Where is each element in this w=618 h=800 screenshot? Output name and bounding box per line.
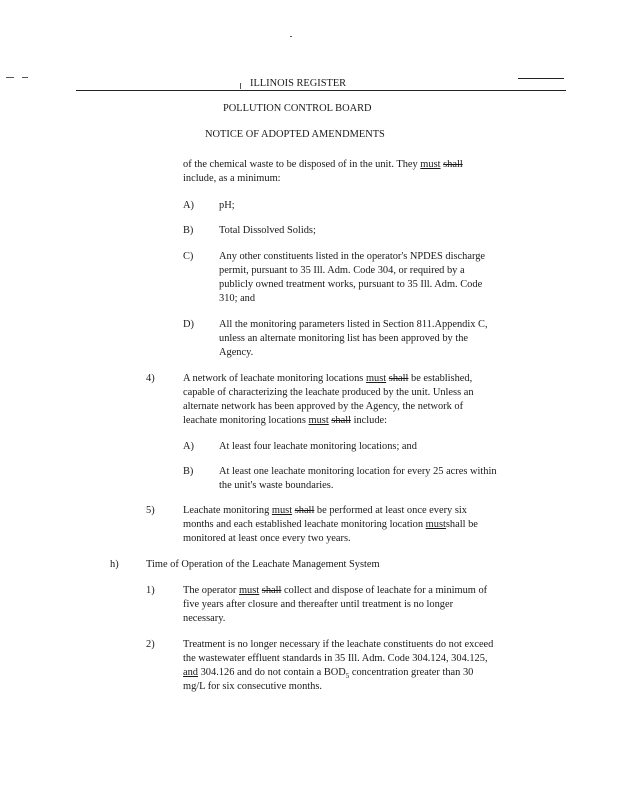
- item5-line-1: Leachate monitoring must shall be performed at least once every six: [183, 505, 467, 516]
- list-item-text: Total Dissolved Solids;: [219, 225, 316, 236]
- inserted-word: must: [425, 519, 446, 530]
- h2-line-2: the wastewater effluent standards in 35 Ill. Adm. Code 304.124, 304.125,: [183, 653, 488, 664]
- intro-line-2: include, as a minimum:: [183, 173, 281, 184]
- item-marker: 2): [146, 639, 155, 650]
- scan-speck: [290, 36, 292, 37]
- list-item-text: At least one leachate monitoring location for every 25 acres within: [219, 466, 497, 477]
- inserted-word: and: [183, 667, 199, 678]
- section-marker: h): [110, 559, 119, 570]
- item4-line-1: A network of leachate monitoring locations must shall be established,: [183, 373, 473, 384]
- scan-speck: [22, 77, 28, 78]
- register-title: ILLINOIS REGISTER: [250, 78, 347, 89]
- list-item-text: permit, pursuant to 35 Ill. Adm. Code 304, or required by a: [219, 265, 465, 276]
- item4-line-3: alternate network has been approved by the Agency, the network of: [183, 401, 464, 412]
- subscript: 5: [345, 672, 350, 681]
- board-title: POLLUTION CONTROL BOARD: [223, 103, 372, 114]
- intro-line-1: [183, 160, 463, 170]
- list-marker: B): [183, 466, 194, 477]
- list-item-text: Agency.: [219, 347, 254, 358]
- section-title: Time of Operation of the Leachate Management System: [146, 559, 380, 570]
- list-marker: A): [183, 441, 194, 452]
- item4-line-4: leachate monitoring locations must shall include:: [183, 415, 388, 426]
- inserted-word: must: [365, 373, 387, 384]
- deleted-word: shall: [261, 585, 282, 596]
- h2-line-4: mg/L for six consecutive months.: [183, 681, 322, 692]
- item4-line-2: capable of characterizing the leachate produced by the unit. Unless an: [183, 387, 474, 398]
- inserted-word: must: [420, 159, 441, 170]
- list-item-text: unless an alternate monitoring list has been approved by the: [219, 333, 469, 344]
- deleted-word: shall: [331, 415, 351, 426]
- list-item-text: publicly owned treatment works, pursuant to 35 Ill. Adm. Code: [219, 279, 483, 290]
- list-marker: C): [183, 251, 194, 262]
- top-right-mark: [518, 78, 564, 79]
- notice-title: NOTICE OF ADOPTED AMENDMENTS: [205, 129, 385, 140]
- header-rule: [76, 90, 566, 91]
- h1-line-3: necessary.: [183, 613, 226, 624]
- item-marker: 1): [146, 585, 155, 596]
- item5-line-2: months and each established leachate monitoring location mustshall be: [183, 519, 478, 530]
- scan-speck: [240, 83, 241, 89]
- item-marker: 4): [146, 373, 155, 384]
- h2-line-1: Treatment is no longer necessary if the leachate constituents do not exceed: [183, 639, 494, 650]
- inserted-word: must: [238, 585, 260, 596]
- list-item-text: All the monitoring parameters listed in Section 811.Appendix C,: [219, 319, 488, 330]
- h2-line-3: and 304.126 and do not contain a $BOD_5$ concentration greater than 30: [183, 667, 474, 681]
- inserted-word: must: [308, 415, 329, 426]
- deleted-word: shall: [294, 505, 315, 516]
- list-item-text: At least four leachate monitoring locations; and: [219, 441, 417, 452]
- item5-line-3: monitored at least once every two years.: [183, 533, 351, 544]
- intro-text: of the chemical waste to be disposed of in the unit. They: [183, 159, 421, 170]
- h1-line-1: The operator must shall collect and dispose of leachate for a minimum of: [183, 585, 488, 596]
- item-marker: 5): [146, 505, 155, 516]
- list-marker: A): [183, 200, 194, 211]
- scan-speck: [6, 77, 14, 78]
- list-item-text: the unit's waste boundaries.: [219, 480, 334, 491]
- list-item-text: pH;: [219, 200, 235, 211]
- list-item-text: 310; and: [219, 293, 256, 304]
- h1-line-2: five years after closure and thereafter until treatment is no longer: [183, 599, 454, 610]
- list-marker: B): [183, 225, 194, 236]
- deleted-word: shall: [443, 159, 463, 170]
- deleted-word: shall: [388, 373, 409, 384]
- list-item-text: Any other constituents listed in the operator's NPDES discharge: [219, 251, 486, 262]
- inserted-word: must: [271, 505, 293, 516]
- list-marker: D): [183, 319, 194, 330]
